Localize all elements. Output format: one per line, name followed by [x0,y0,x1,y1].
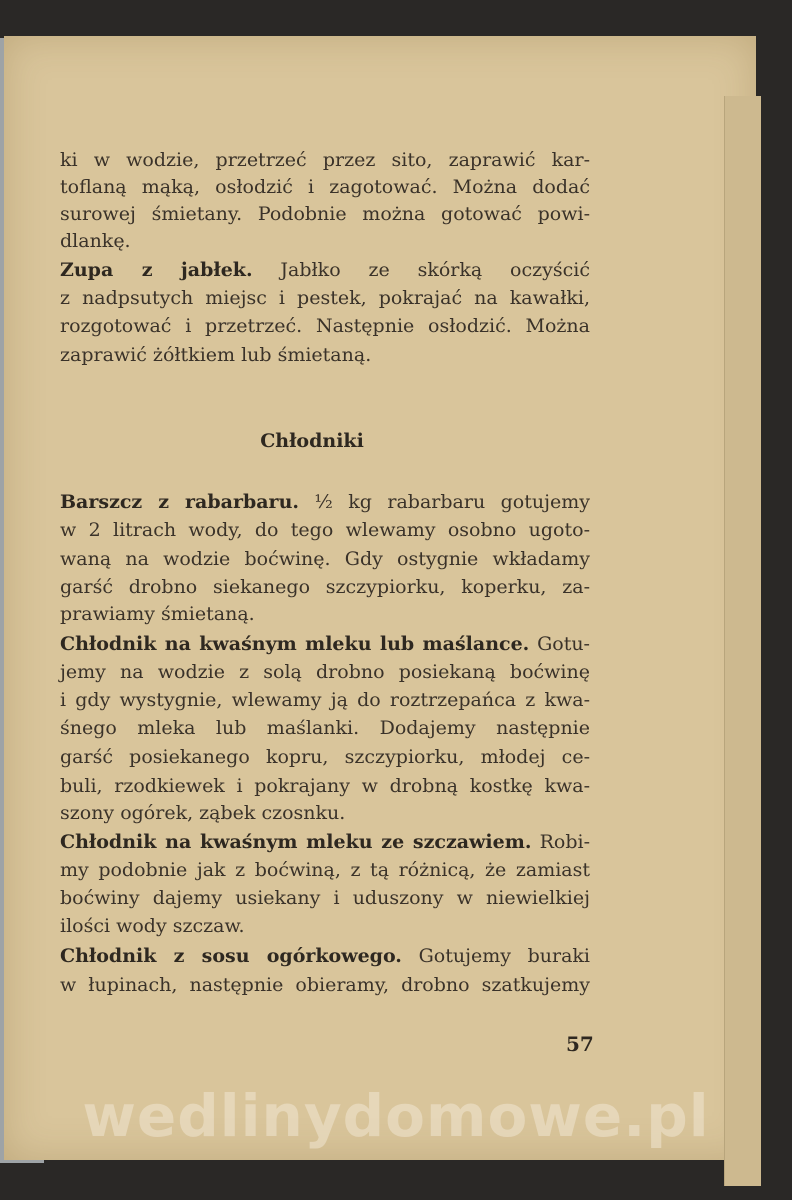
text-line: prawiamy śmietaną. [60,603,255,625]
text-line: dlankę. [60,230,131,252]
text: Gotu- [529,633,590,655]
text-line: w łupinach, następnie obieramy, drobno szatkujemy [60,974,590,996]
text-line: śnego mleka lub maślanki. Dodajemy następnie [60,717,590,739]
recipe-title: Chłodnik z sosu ogórkowego. [60,945,402,967]
text-line: my podobnie jak z boćwiną, z tą różnicą, że zamiast [60,859,590,881]
recipe-line [60,944,590,968]
text: ½ kg rabarbaru gotujemy [299,491,590,513]
text: Gotujemy buraki [401,945,590,967]
text-line: jemy na wodzie z solą drobno posiekaną boćwinę [60,661,590,683]
recipe-title: Chłodnik na kwaśnym mleku ze szczawiem. [60,831,532,853]
text-line: garść posiekanego kopru, szczypiorku, młodej ce- [60,746,590,768]
text-line: ilości wody szczaw. [60,915,245,937]
text-line: ki w wodzie, przetrzeć przez sito, zaprawić kar- [60,149,590,171]
recipe-line [60,490,590,514]
recipe-line [60,632,590,656]
section-heading: Chłodniki [260,430,364,452]
text-line: rozgotować i przetrzeć. Następnie osłodzić. Można [60,315,590,337]
text-line: z nadpsutych miejsc i pestek, pokrajać na kawałki, [60,287,590,309]
recipe-title: Barszcz z rabarbaru. [60,491,299,513]
text-line: szony ogórek, ząbek czosnku. [60,802,346,824]
text-line: boćwiny dajemy usiekany i uduszony w niewielkiej [60,887,590,909]
text-line: surowej śmietany. Podobnie można gotować powi- [60,203,590,225]
recipe-line [60,830,590,854]
text: Robi- [531,831,590,853]
text-line: w 2 litrach wody, do tego wlewamy osobno ugoto- [60,519,590,541]
recipe-line [60,258,590,282]
page-number: 57 [566,1032,594,1056]
watermark: wedlinydomowe.pl [82,1082,710,1150]
text-line: garść drobno siekanego szczypiorku, koperku, za- [60,576,590,598]
text-line: buli, rzodkiewek i pokrajany w drobną kostkę kwa- [60,775,590,797]
recipe-title: Chłodnik na kwaśnym mleku lub maślance. [60,633,530,655]
page-edge [724,96,761,1186]
text-line: waną na wodzie boćwinę. Gdy ostygnie wkładamy [60,548,590,570]
text: Jabłko ze skórką oczyścić [252,259,590,281]
recipe-title: Zupa z jabłek. [60,259,253,281]
text-line: i gdy wystygnie, wlewamy ją do roztrzepańca z kwa- [60,689,590,711]
text-line: toflaną mąką, osłodzić i zagotować. Można dodać [60,176,590,198]
text-line: zaprawić żółtkiem lub śmietaną. [60,344,372,366]
